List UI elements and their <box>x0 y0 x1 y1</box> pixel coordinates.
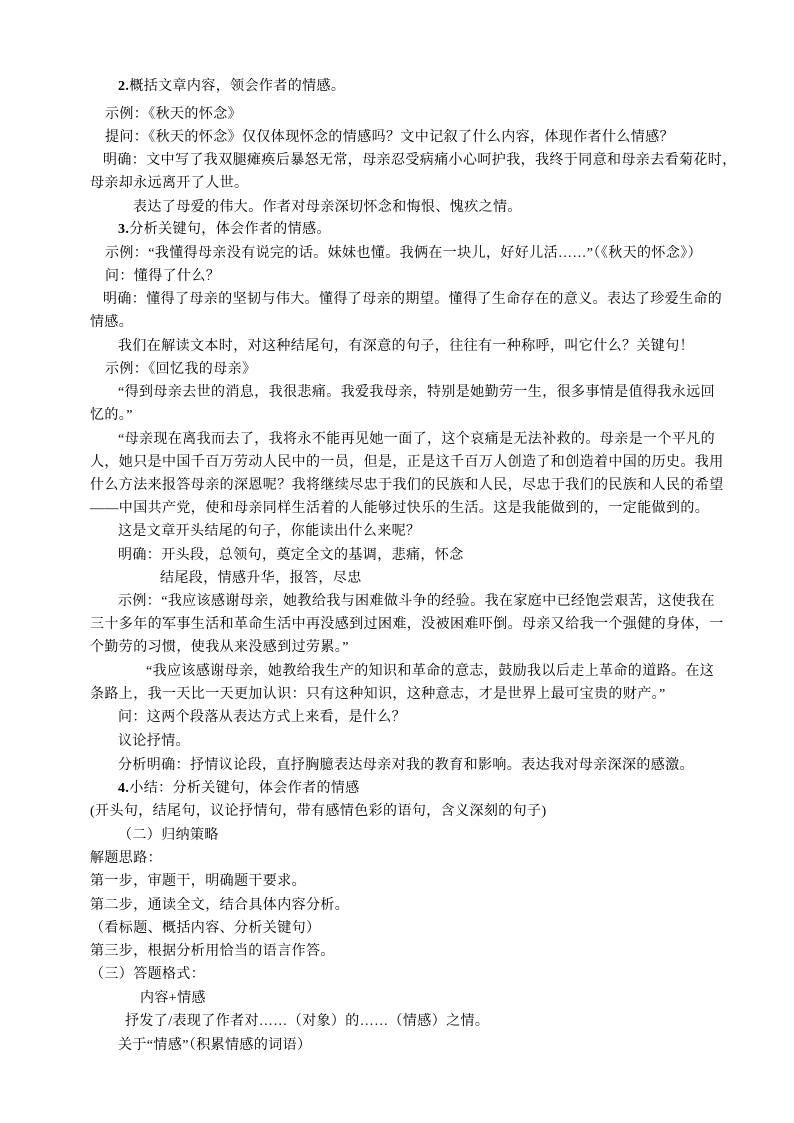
answer-line: 结尾段，情感升华，报答，尽忠 <box>160 571 362 586</box>
question-line: 提问：《秋天的怀念》仅仅体现怀念的情感吗？文中记叙了什么内容，体现作者什么情感？ <box>105 130 674 145</box>
section-heading <box>118 780 360 798</box>
answer-line: 明确：开头段，总领句，奠定全文的基调，悲痛，怀念 <box>118 548 464 563</box>
section-number: 2. <box>118 79 130 94</box>
quote-line: “我应该感谢母亲，她教给我生产的知识和革命的意志，鼓励我以后走上革命的道路。在这 <box>146 664 715 679</box>
strategy-step: 第一步，审题干，明确题干要求。 <box>90 874 306 889</box>
section-heading <box>118 78 345 96</box>
paragraph-line: 我们在解读文本时，对这种结尾句，有深意的句子，往往有一种称呼，叫它什么？关键句！ <box>118 339 694 354</box>
quote-line: 人，她只是中国千百万劳动人民中的一员，但是，正是这千百万人创造了和创造着中国的历史。我用 <box>90 455 724 470</box>
section-number: 4. <box>118 781 130 796</box>
answer-line: 分析明确：抒情议论段，直抒胸臆表达母亲对我的教育和影响。表达我对母亲深深的感激。 <box>118 758 694 773</box>
answer-line: 明确：文中写了我双腿瘫痪后暴怒无常，母亲忍受病痛小心呵护我，我终于同意和母亲去看菊花时， <box>103 153 737 168</box>
strategy-step: 第三步，根据分析用恰当的语言作答。 <box>90 944 335 959</box>
answer-line: 明确：懂得了母亲的坚韧与伟大。懂得了母亲的期望。懂得了生命存在的意义。表达了珍爱生命的 <box>103 292 723 307</box>
quote-line: 三十多年的军事生活和革命生活中再没感到过困难，没被困难吓倒。母亲又给我一个强健的身体，一 <box>90 617 724 632</box>
quote-line: 条路上，我一天比一天更加认识：只有这种知识，这种意志，才是世界上最可宝贵的财产。” <box>90 687 666 702</box>
section-heading-text: 分析关键句，体会作者的情感。 <box>129 222 331 237</box>
strategy-note: （看标题、概括内容、分析关键句） <box>90 921 321 936</box>
section-heading <box>118 221 331 239</box>
question-line: 这是文章开头结尾的句子，你能读出什么来呢？ <box>118 524 421 539</box>
quote-line: ——中国共产党，使和母亲同样生活着的人能够过快乐的生活。这是我能做到的，一定能做到的。 <box>90 501 710 516</box>
quote-line: 个勤劳的习惯，使我从来没感到过劳累。” <box>90 640 349 655</box>
strategy-title: （二）归纳策略 <box>118 828 219 843</box>
quote-line: 忆的。” <box>90 408 133 423</box>
answer-line: 表达了母爱的伟大。作者对母亲深切怀念和悔恨、愧疚之情。 <box>133 200 522 215</box>
format-line: 关于“情感”（积累情感的词语） <box>118 1038 312 1053</box>
format-title: （三）答题格式： <box>90 967 206 982</box>
summary-line: (开头句，结尾句，议论抒情句，带有感情色彩的语句，含义深刻的句子) <box>90 804 547 819</box>
answer-line: 母亲却永远离开了人世。 <box>90 176 249 191</box>
answer-line: 情感。 <box>90 315 134 330</box>
example-line: 示例：《回忆我的母亲》 <box>105 362 257 377</box>
question-line: 问：懂得了什么？ <box>105 269 221 284</box>
quote-line: 什么方法来报答母亲的深恩呢？我将继续尽忠于我们的民族和人民，尽忠于我们的民族和人民的希望 <box>90 478 724 493</box>
example-line: 示例：《秋天的怀念》 <box>105 107 242 122</box>
section-heading-text: 小结：分析关键句，体会作者的情感 <box>129 781 360 796</box>
strategy-line: 解题思路： <box>90 851 162 866</box>
section-heading-text: 概括文章内容，领会作者的情感。 <box>129 79 346 94</box>
quote-line: “母亲现在离我而去了，我将永不能再见她一面了，这个哀痛是无法补救的。母亲是一个平凡的 <box>118 432 716 447</box>
format-line: 抒发了/表现了作者对……（对象）的……（情感）之情。 <box>125 1014 490 1029</box>
quote-line: “得到母亲去世的消息，我很悲痛。我爱我母亲，特别是她勤劳一生，很多事情是值得我永远回 <box>118 385 716 400</box>
section-number: 3. <box>118 222 130 237</box>
format-line: 内容+情感 <box>140 991 206 1006</box>
example-line: 示例：“我应该感谢母亲，她教给我与困难做斗争的经验。我在家庭中已经饱尝艰苦，这使我在 <box>118 594 716 609</box>
answer-line: 议论抒情。 <box>118 734 190 749</box>
question-line: 问：这两个段落从表达方式上来看，是什么？ <box>118 710 406 725</box>
strategy-step: 第二步，通读全文，结合具体内容分析。 <box>90 898 350 913</box>
example-line: 示例：“我懂得母亲没有说完的话。妹妹也懂。我俩在一块儿，好好儿活……”（《秋天的怀念》） <box>105 246 703 261</box>
